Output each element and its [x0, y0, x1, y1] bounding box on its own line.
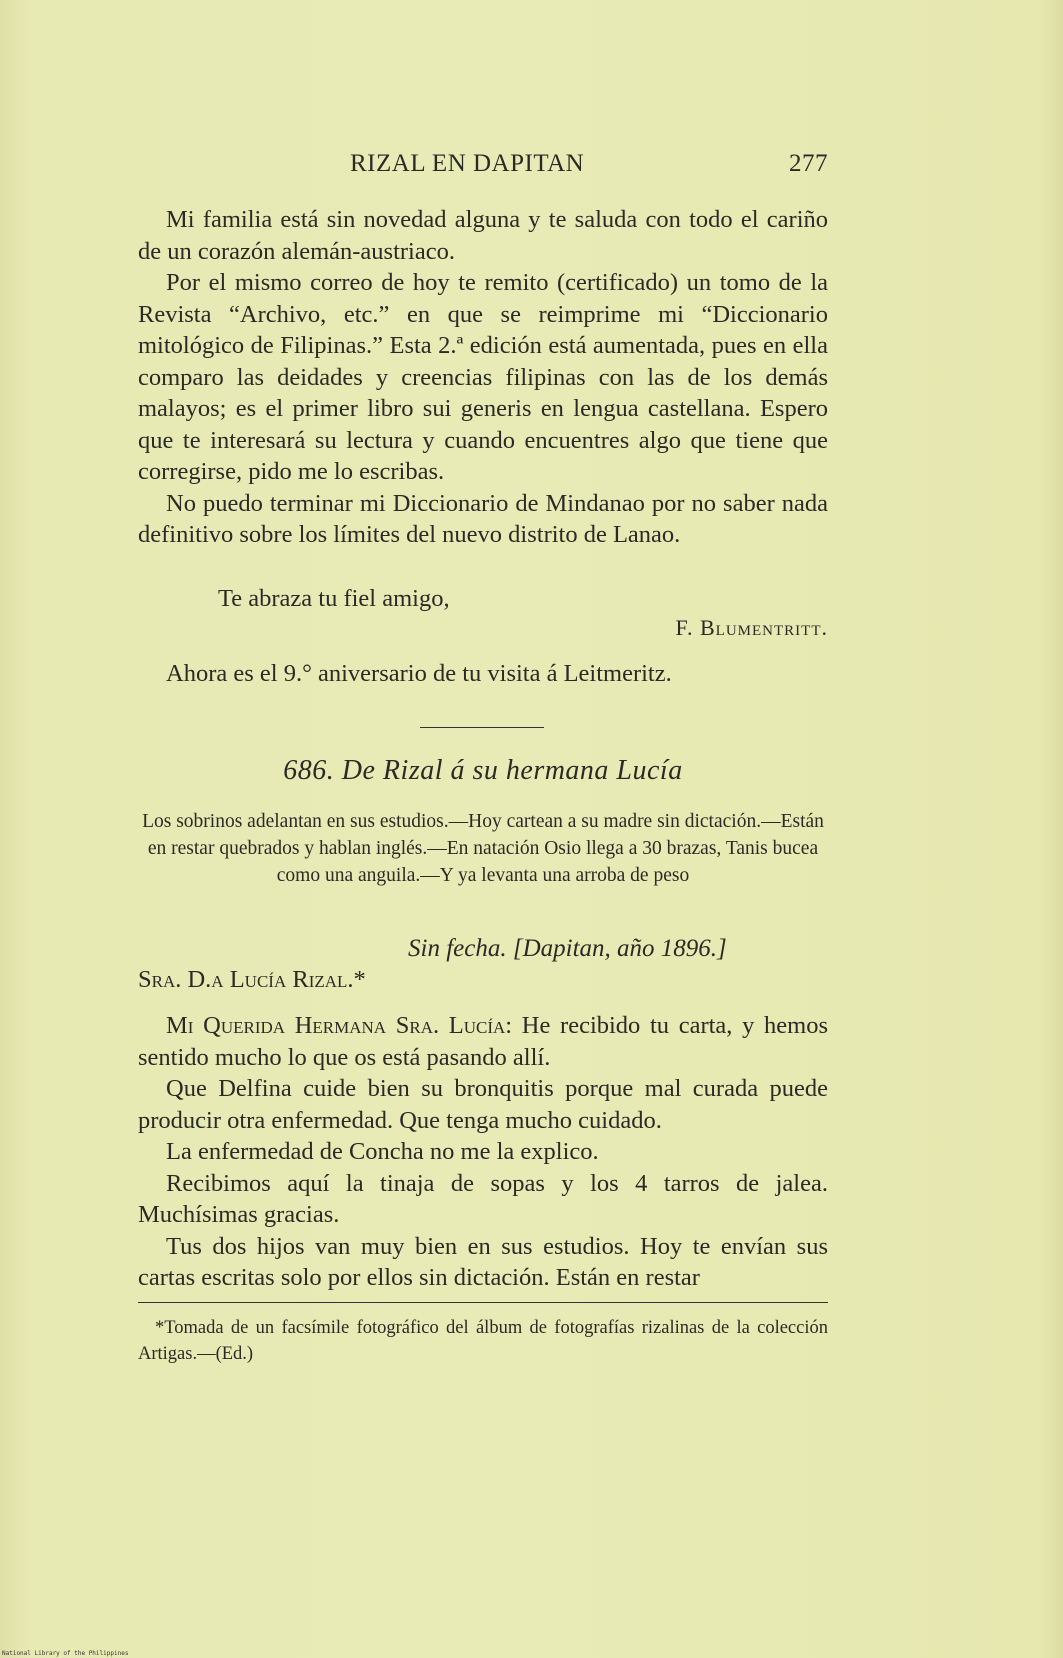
- paragraph: Mi familia está sin novedad alguna y te saluda con todo el cariño de un corazón alemán-austriaco.: [138, 206, 828, 265]
- paragraph: Tus dos hijos van muy bien en sus estudios. Hoy te envían sus cartas escritas solo por ellos sin dictación. Están en restar: [138, 1232, 828, 1291]
- paragraph: Recibimos aquí la tinaja de sopas y los 4 tarros de jalea. Muchísimas gracias.: [138, 1169, 828, 1228]
- date-line: Sin fecha. [Dapitan, año 1896.]: [408, 935, 727, 962]
- previous-letter-body: [138, 204, 828, 551]
- section-divider: [420, 727, 544, 728]
- letter-closing: Te abraza tu fiel amigo,: [218, 585, 450, 612]
- running-head: [138, 150, 828, 186]
- paragraph: Que Delfina cuide bien su bronquitis porque mal curada puede producir otra enfermedad. Que tenga mucho cuidado.: [138, 1075, 828, 1134]
- addressee: Sra. D.a Lucía Rizal.*: [138, 966, 366, 993]
- salutation: Mi Querida Hermana Sra. Lucía:: [166, 1012, 513, 1039]
- footnote-rule: [138, 1302, 828, 1303]
- letter-heading: 686. De Rizal á su hermana Lucía: [283, 755, 683, 786]
- paragraph: [138, 1010, 828, 1073]
- letter-body: [138, 1010, 828, 1294]
- signature: F. Blumentritt.: [675, 615, 828, 640]
- paragraph: Por el mismo correo de hoy te remito (certificado) un tomo de la Revista “Archivo, etc.” en que se reimprime mi “Diccionario mitológico de Filipinas.” Esta 2.ª edición está aumentada, pues en ella comparo las deidades y creencias filipinas con las de los demás malayos; es el primer libro sui generis en lengua castellana. Espero que te interesará su lectura y cuando encuentres algo que tiene que corregirse, pido me lo escribas.: [138, 269, 828, 485]
- paragraph: No puedo terminar mi Diccionario de Mindanao por no saber nada definitivo sobre los límites del nuevo distrito de Lanao.: [138, 489, 828, 548]
- paragraph: La enfermedad de Concha no me la explico.: [166, 1138, 599, 1165]
- library-credit: National Library of the Philippines: [2, 1650, 129, 1657]
- running-head-title: RIZAL EN DAPITAN: [350, 150, 585, 177]
- letter-summary: Los sobrinos adelantan en sus estudios.—Hoy cartean a su madre sin dictación.—Están en restar quebrados y hablan inglés.—En natación Osio llega a 30 brazas, Tanis bucea como una anguila.—Y ya levanta una arroba de peso: [142, 811, 824, 886]
- paragraph-text: He recibido tu carta, y hemos sentido mucho lo que os está pasando allí.: [138, 1012, 828, 1071]
- footnote: *Tomada de un facsímile fotográfico del álbum de fotografías rizalinas de la colección Artigas.—(Ed.): [138, 1318, 828, 1364]
- postscript: Ahora es el 9.° aniversario de tu visita á Leitmeritz.: [166, 660, 672, 687]
- page-number: 277: [789, 150, 828, 177]
